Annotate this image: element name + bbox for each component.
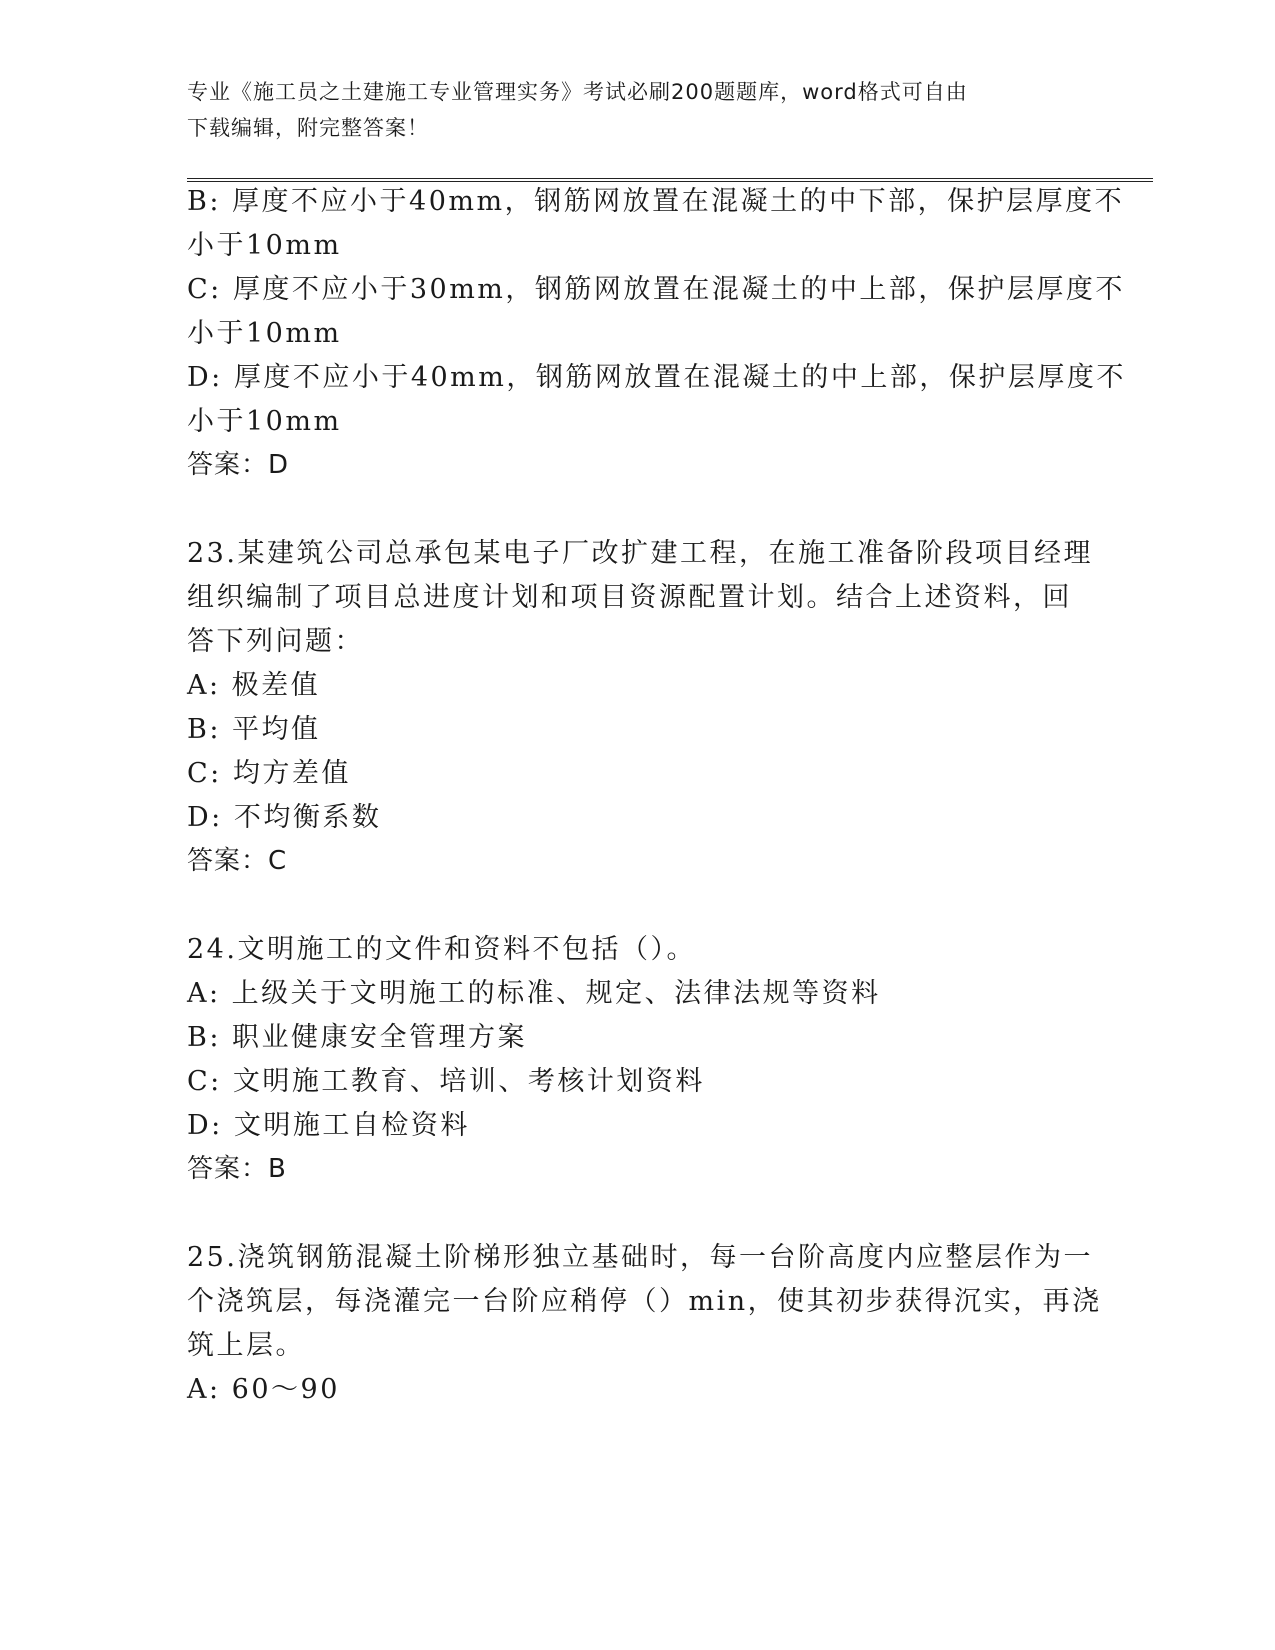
q22-option-c-line-2: 小于10mm xyxy=(187,318,342,349)
q23-stem-line-3: 答下列问题： xyxy=(187,626,364,657)
q24-option-d: D: 文明施工自检资料 xyxy=(187,1110,470,1141)
document-header xyxy=(187,74,1087,146)
q24-option-b: B: 职业健康安全管理方案 xyxy=(187,1022,528,1053)
q22-option-b-line-1: B: 厚度不应小于40mm，钢筋网放置在混凝土的中下部，保护层厚度不 xyxy=(187,186,1125,217)
header-title-line-2: 下载编辑，附完整答案！ xyxy=(187,116,429,140)
header-title-line-1: 专业《施工员之土建施工专业管理实务》考试必刷200题题库，word格式可自由 xyxy=(187,80,968,104)
q22-option-d-line-2: 小于10mm xyxy=(187,406,342,437)
q22-option-c-line-1: C: 厚度不应小于30mm，钢筋网放置在混凝土的中上部，保护层厚度不 xyxy=(187,274,1125,305)
q23-option-b: B: 平均值 xyxy=(187,714,321,745)
q23-stem-line-1: 23.某建筑公司总承包某电子厂改扩建工程，在施工准备阶段项目经理 xyxy=(187,538,1093,569)
q24-stem-line-1: 24.文明施工的文件和资料不包括（）。 xyxy=(187,934,696,965)
header-divider xyxy=(187,178,1153,182)
q25-stem-line-2: 个浇筑层，每浇灌完一台阶应稍停（）min，使其初步获得沉实，再浇 xyxy=(187,1286,1102,1317)
q23-option-a: A: 极差值 xyxy=(187,670,321,701)
q23-option-c: C: 均方差值 xyxy=(187,758,351,789)
q24-answer: 答案：B xyxy=(187,1154,287,1184)
q25-option-a: A: 60～90 xyxy=(187,1374,340,1405)
q24-option-a: A: 上级关于文明施工的标准、规定、法律法规等资料 xyxy=(187,978,881,1009)
q23-answer: 答案：C xyxy=(187,846,288,876)
q22-answer: 答案：D xyxy=(187,450,290,480)
q24-option-c: C: 文明施工教育、培训、考核计划资料 xyxy=(187,1066,705,1097)
q22-option-b-line-2: 小于10mm xyxy=(187,230,342,261)
q25-stem-line-1: 25.浇筑钢筋混凝土阶梯形独立基础时，每一台阶高度内应整层作为一 xyxy=(187,1242,1093,1273)
q23-stem-line-2: 组织编制了项目总进度计划和项目资源配置计划。结合上述资料，回 xyxy=(187,582,1072,613)
q22-option-d-line-1: D: 厚度不应小于40mm，钢筋网放置在混凝土的中上部，保护层厚度不 xyxy=(187,362,1126,393)
q25-stem-line-3: 筑上层。 xyxy=(187,1330,305,1361)
q23-option-d: D: 不均衡系数 xyxy=(187,802,382,833)
